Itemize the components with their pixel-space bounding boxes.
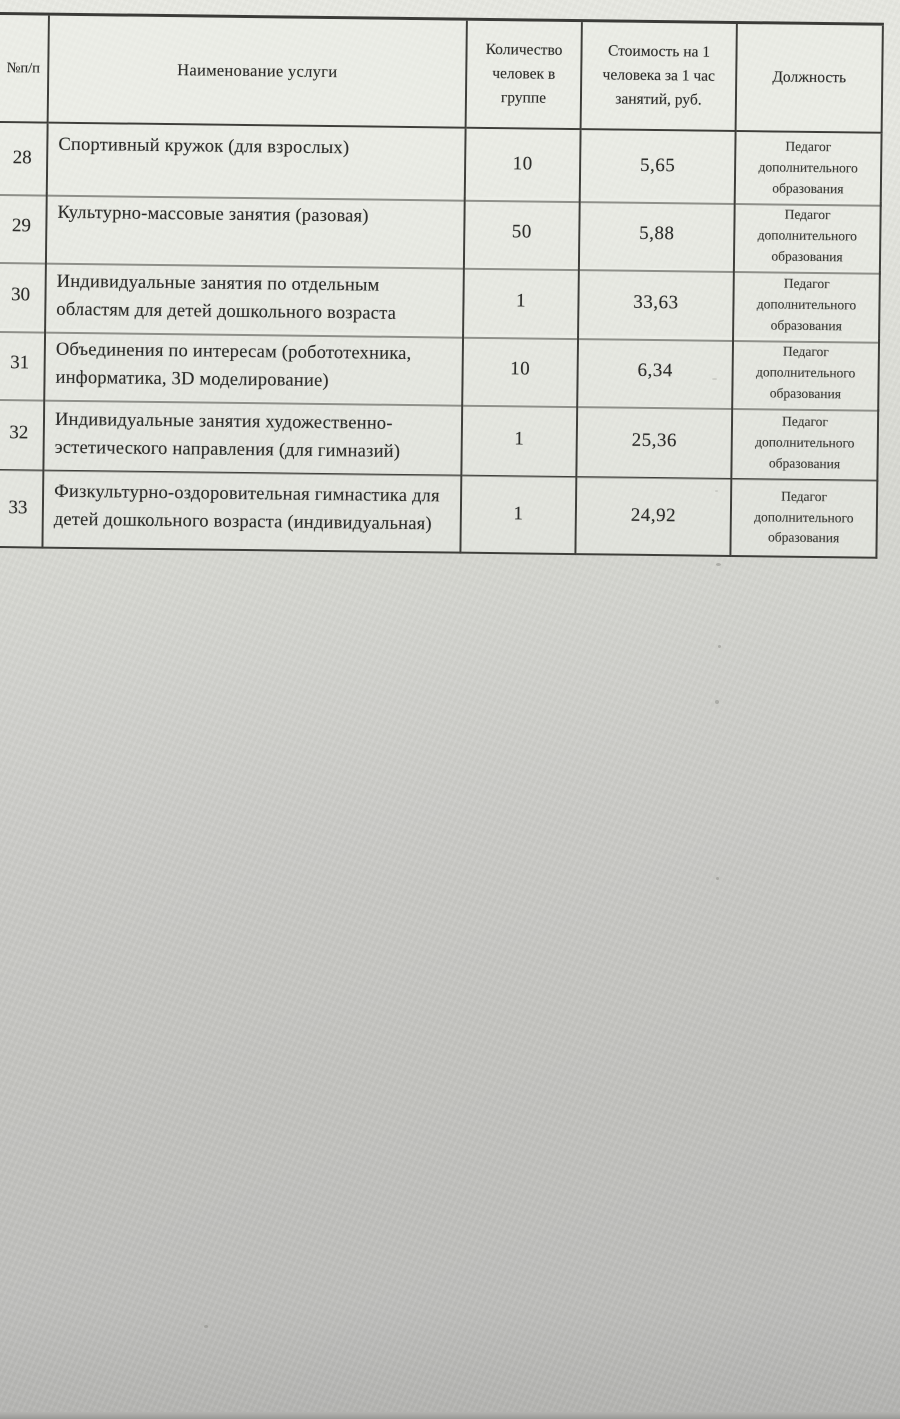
scan-speck — [716, 877, 719, 880]
table-row — [0, 260, 881, 339]
scan-speck — [715, 700, 719, 704]
cell-position: Педагог дополнительного образования — [734, 269, 881, 344]
table-row — [0, 398, 879, 481]
cell-group-size: 50 — [465, 197, 581, 271]
cell-position: Педагог дополнительного образования — [735, 200, 882, 275]
scan-speck — [718, 645, 721, 648]
table-header-row — [0, 15, 884, 134]
cell-service: Физкультурно-оздоровительная гимнастика для детей дошкольного возраста (индивидуальная) — [43, 471, 462, 554]
cell-group-size: 10 — [463, 334, 579, 408]
cell-price: 6,34 — [578, 335, 734, 410]
table-row — [0, 123, 883, 202]
cell-number: 32 — [0, 398, 45, 471]
cell-service: Культурно-массовые занятия (разовая) — [47, 192, 466, 270]
table-row — [0, 470, 878, 559]
cell-service: Спортивный кружок (для взрослых) — [48, 124, 467, 202]
cell-number: 31 — [0, 328, 46, 401]
header-cell-group-size: Количество человек в группе — [467, 21, 583, 130]
cell-number: 28 — [0, 123, 49, 196]
cell-group-size: 10 — [466, 129, 582, 203]
header-cell-price: Стоимость на 1 человека за 1 час занятий, руб. — [582, 22, 738, 132]
cell-price: 5,65 — [581, 130, 737, 205]
cell-position: Педагог дополнительного образования — [731, 479, 878, 559]
cell-number: 29 — [0, 191, 48, 264]
scan-speck — [716, 563, 721, 566]
header-cell-number: №п/п — [0, 15, 50, 124]
header-cell-service: Наименование услуги — [49, 16, 468, 129]
cell-price: 25,36 — [577, 405, 733, 480]
scan-speck — [204, 1325, 208, 1328]
table-row — [0, 191, 882, 271]
cell-number: 33 — [0, 470, 44, 549]
cell-service: Индивидуальные занятия художественно-эстетического направления (для гимназий) — [44, 399, 463, 477]
cell-price: 24,92 — [576, 477, 732, 557]
cell-position: Педагог дополнительного образования — [736, 132, 883, 207]
cell-group-size: 1 — [464, 266, 580, 340]
cell-price: 33,63 — [579, 267, 735, 342]
cell-group-size: 1 — [462, 404, 578, 478]
cell-service: Объединения по интересам (робототехника, информатика, 3D моделирование) — [45, 329, 464, 407]
cell-service: Индивидуальные занятия по отдельным областям для детей дошкольного возраста — [46, 261, 465, 339]
cell-number: 30 — [0, 260, 47, 333]
cell-position: Педагог дополнительного образования — [732, 407, 879, 482]
cell-position: Педагог дополнительного образования — [733, 337, 880, 412]
table-row — [0, 328, 880, 409]
services-price-table — [0, 12, 884, 559]
scan-bottom-edge — [0, 1412, 900, 1419]
cell-price: 5,88 — [580, 198, 736, 273]
header-cell-position: Должность — [737, 24, 884, 134]
cell-group-size: 1 — [461, 476, 577, 555]
